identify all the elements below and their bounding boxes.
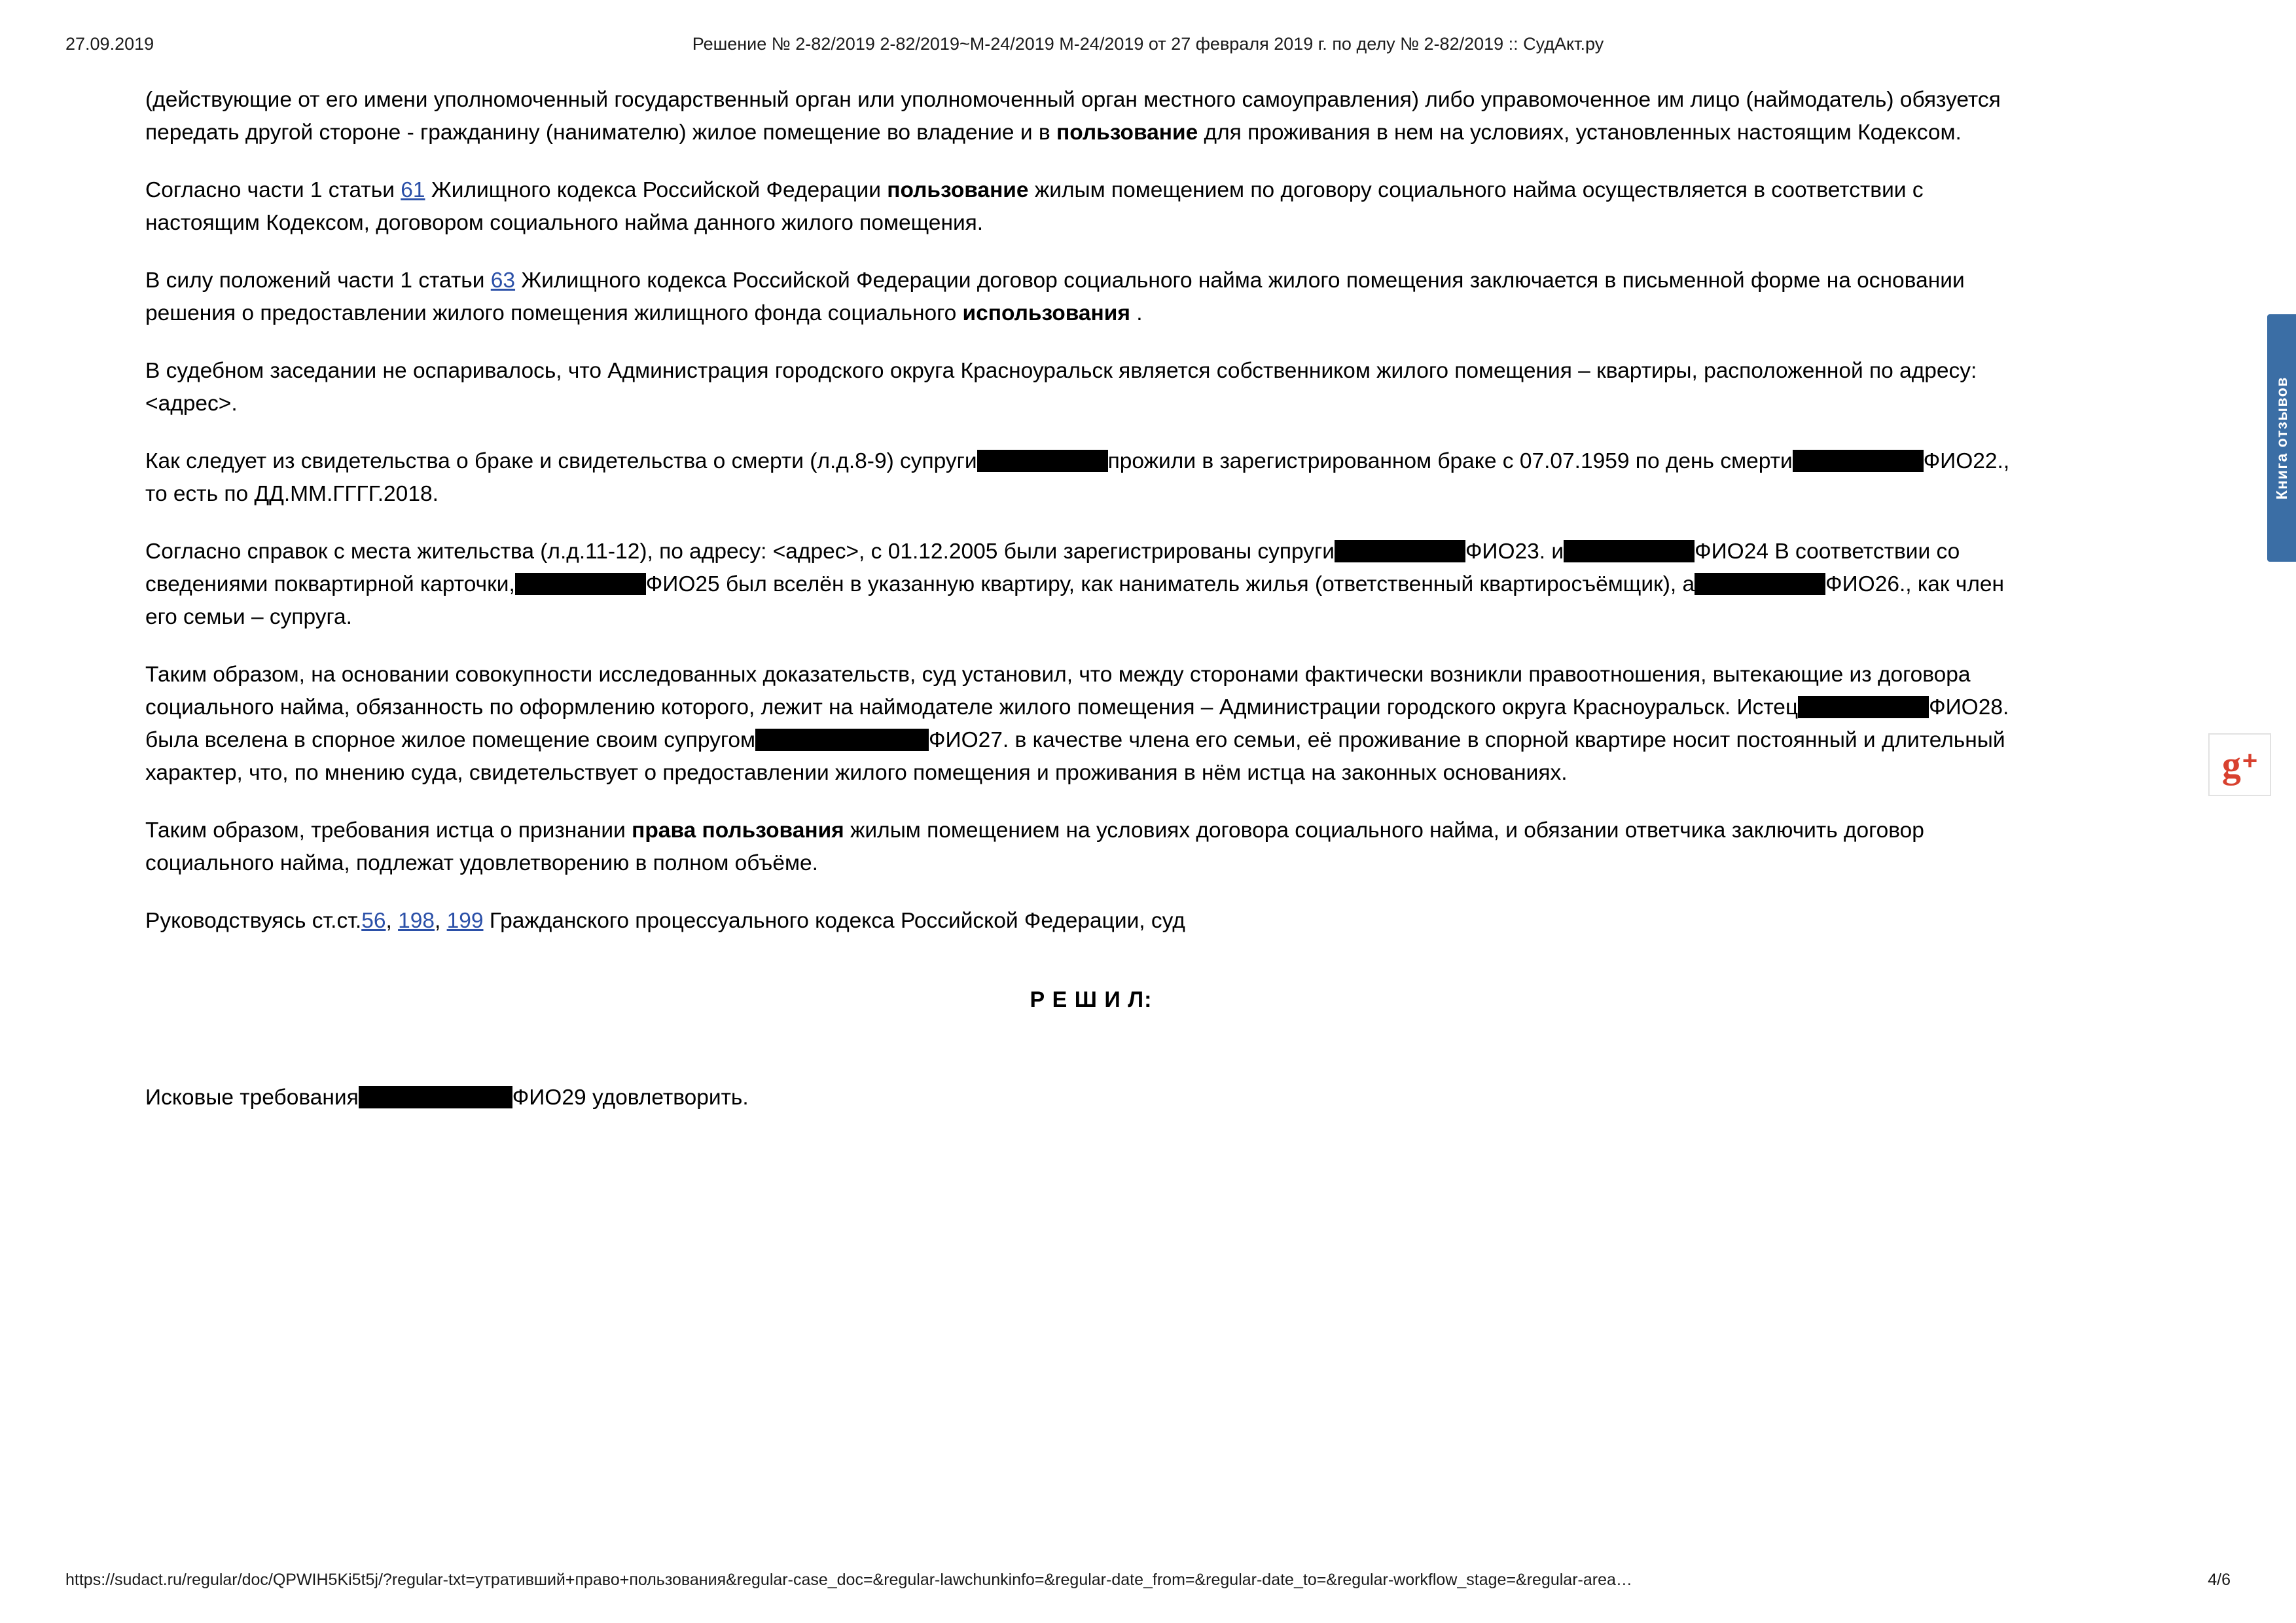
paragraph-3-text-a: В силу положений части 1 статьи (145, 268, 491, 293)
paragraph-8-text-a: Таким образом, требования истца о признании (145, 818, 632, 843)
redaction-block (1695, 573, 1825, 595)
paragraph-2-text-c: жилым помещением по договору социального найма осуществляется в соответствии с настоящим Кодексом, договором социального найма данного жилого помещения. (145, 178, 1924, 235)
paragraph-9 (145, 905, 2037, 938)
paragraph-9-text-a: Руководствуясь ст.ст. (145, 909, 362, 933)
redaction-block (515, 573, 646, 595)
paragraph-3-text-b: Жилищного кодекса Российской Федерации договор социального найма жилого помещения заключается в письменной форме на основании решения о предоставлении жилого помещения жилищного фонда социального (145, 268, 1965, 325)
paragraph-5-text-c: ФИО22., то есть по ДД.ММ.ГГГГ.2018. (145, 449, 2010, 506)
paragraph-4: В судебном заседании не оспаривалось, что Администрация городского округа Красноуральск является собственником жилого помещения – квартиры, расположенной по адресу: <адрес>. (145, 359, 1977, 416)
paragraph-8-bold-term: права пользования (632, 818, 844, 843)
paragraph-9-sep-2: , (434, 909, 447, 933)
redaction-block (359, 1086, 512, 1108)
paragraph-5-text-a: Как следует из свидетельства о браке и свидетельства о смерти (л.д.8-9) супруги (145, 449, 977, 473)
paragraph-3-text-c: . (1130, 301, 1143, 325)
paragraph-1-bold-term: пользование (1056, 120, 1198, 145)
paragraph-6-text-b: ФИО23. и (1465, 539, 1564, 564)
google-plus-icon: g (2221, 743, 2241, 786)
paragraph-6-text-d: ФИО25 был вселён в указанную квартиру, как наниматель жилья (ответственный квартиросъёмщик), а (645, 572, 1695, 596)
footer-source-url: https://sudact.ru/regular/doc/QPWIH5Ki5t5j/?regular-txt=утративший+право+пользования&regular-case_doc=&regular-lawchunkinfo=&regular-date_from=&regular-date_to=&regular-workflow_stage=&regular-area… (65, 1571, 1632, 1589)
paragraph-5 (145, 445, 2037, 511)
paragraph-1 (145, 84, 2037, 149)
paragraph-6-text-a: Согласно справок с места жительства (л.д.11-12), по адресу: <адрес>, с 01.12.2005 были зарегистрированы супруги (145, 539, 1335, 564)
paragraph-7-text-b: ФИО28. была вселена в спорное жилое помещение своим супругом (145, 695, 2009, 752)
paragraph-5-text-b: прожили в зарегистрированном браке с 07.07.1959 по день смерти (1107, 449, 1793, 473)
page-footer (0, 1571, 2296, 1594)
paragraph-2-bold-term: пользование (887, 178, 1029, 202)
google-plus-share-button[interactable] (2208, 733, 2271, 796)
law-article-link-198[interactable]: 198 (398, 909, 435, 933)
paragraph-7-text-c: ФИО27. в качестве члена его семьи, её проживание в спорной квартире носит постоянный и длительный характер, что, по мнению суда, свидетельствует о предоставлении жилого помещения и проживания в нём истца на законных основаниях. (145, 728, 2005, 785)
footer-page-number: 4/6 (2208, 1571, 2231, 1589)
law-article-link-199[interactable]: 199 (446, 909, 484, 933)
paragraph-2-text-a: Согласно части 1 статьи (145, 178, 401, 202)
redaction-block (1798, 696, 1929, 718)
paragraph-2 (145, 174, 2037, 240)
paragraph-8 (145, 814, 2037, 880)
law-article-link-61[interactable]: 61 (401, 178, 425, 202)
redaction-block (1793, 450, 1924, 472)
paragraph-6 (145, 536, 2037, 634)
paragraph-8-text-b: жилым помещением на условиях договора социального найма, и обязании ответчика заключить договор социального найма, подлежат удовлетворению в полном объёме. (145, 818, 1924, 875)
law-article-link-63[interactable]: 63 (490, 268, 516, 293)
paragraph-10 (145, 1082, 2037, 1114)
paragraph-6-text-c: ФИО24 В соответствии со сведениями поквартирной карточки, (145, 539, 1960, 596)
redaction-block (755, 729, 929, 751)
law-article-link-56[interactable]: 56 (361, 909, 386, 933)
paragraph-3 (145, 264, 2037, 330)
paragraph-1-text-a: (действующие от его имени уполномоченный государственный орган или уполномоченный орган местного самоуправления) либо управомоченное им лицо (наймодатель) обязуется передать другой стороне - гражданину (нанимателю) жилое помещение во владение и в (145, 88, 2001, 145)
paragraph-6-text-e: ФИО26., как член его семьи – супруга. (145, 572, 2005, 629)
redaction-block (1564, 540, 1695, 562)
google-plus-sign-icon: + (2242, 746, 2258, 775)
paragraph-9-sep-1: , (386, 909, 399, 933)
document-body (145, 84, 2037, 1114)
redaction-block (1335, 540, 1465, 562)
header-title: Решение № 2-82/2019 2-82/2019~М-24/2019 М-24/2019 от 27 февраля 2019 г. по делу № 2-82/2019 :: СудАкт.ру (692, 34, 1604, 54)
header-date: 27.09.2019 (65, 34, 154, 54)
paragraph-2-text-b: Жилищного кодекса Российской Федерации (425, 178, 888, 202)
page-header (0, 34, 2296, 60)
paragraph-10-text-a: Исковые требования (145, 1085, 359, 1110)
paragraph-1-text-b: для проживания в нем на условиях, установленных настоящим Кодексом. (1198, 120, 1962, 145)
paragraph-7-text-a: Таким образом, на основании совокупности исследованных доказательств, суд установил, что между сторонами фактически возникли правоотношения, вытекающие из договора социального найма, обязанность по оформлению которого, лежит на наймодателе жилого помещения – Администрации городского округа Красноуральск. Истец (145, 663, 1971, 720)
reviews-book-tab[interactable] (2267, 314, 2296, 562)
paragraph-10-text-b: ФИО29 удовлетворить. (512, 1085, 749, 1110)
paragraph-9-text-b: Гражданского процессуального кодекса Российской Федерации, суд (483, 909, 1185, 933)
paragraph-3-bold-term: использования (962, 301, 1130, 325)
paragraph-7 (145, 659, 2037, 790)
reviews-book-tab-label: Книга отзывов (2272, 376, 2290, 500)
resolution-heading: Р Е Ш И Л: (1030, 987, 1153, 1012)
redaction-block (977, 450, 1108, 472)
